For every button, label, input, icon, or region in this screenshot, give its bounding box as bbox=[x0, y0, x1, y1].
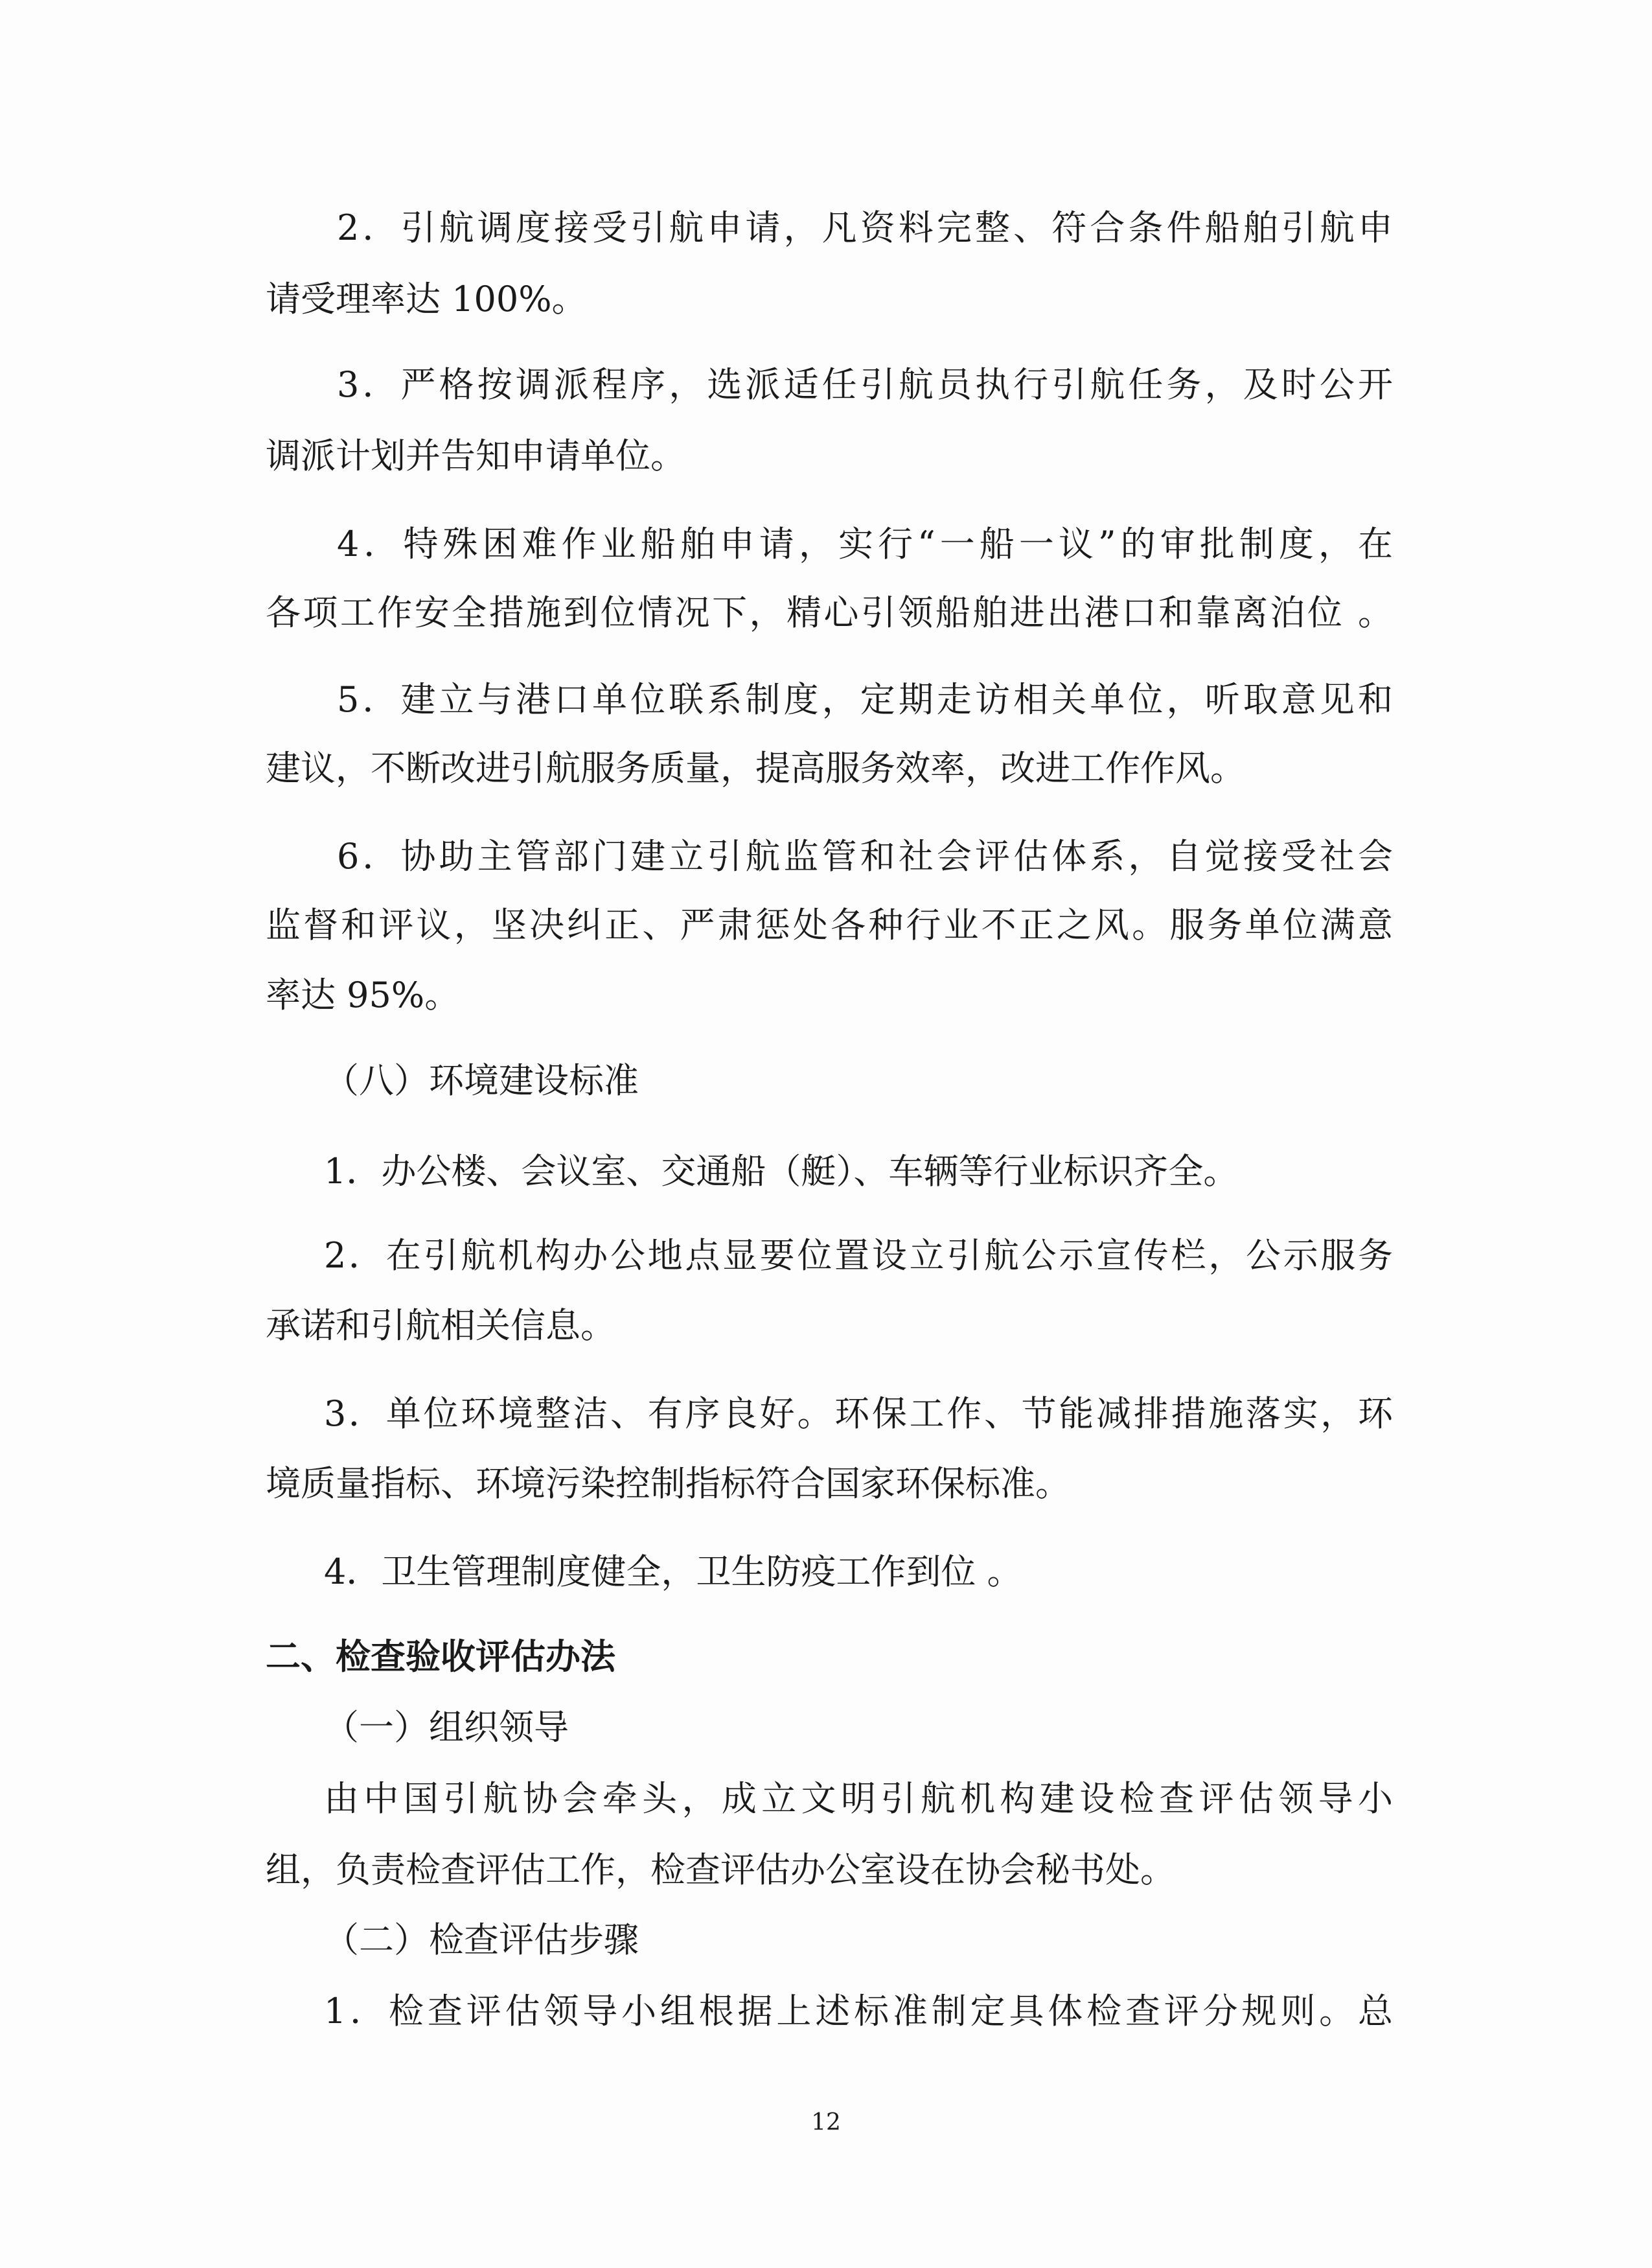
item-5-line-1: 5．建立与港口单位联系制度，定期走访相关单位，听取意见和 bbox=[337, 679, 1393, 720]
item-6-line-2: 监督和评议，坚决纠正、严肃惩处各种行业不正之风。服务单位满意 bbox=[266, 905, 1393, 945]
env-item-2-line-2: 承诺和引航相关信息。 bbox=[266, 1305, 615, 1346]
subsection-organization: （一）组织领导 bbox=[324, 1707, 569, 1748]
env-item-2-line-1: 2．在引航机构办公地点显要位置设立引航公示宣传栏，公示服务 bbox=[324, 1235, 1393, 1276]
item-4-line-1: 4．特殊困难作业船舶申请，实行“一船一议”的审批制度，在 bbox=[337, 524, 1393, 564]
item-2-line-1: 2．引航调度接受引航申请，凡资料完整、符合条件船舶引航申 bbox=[337, 207, 1393, 248]
item-2-line-2: 请受理率达 100%。 bbox=[266, 279, 587, 319]
item-3-line-1: 3．严格按调派程序，选派适任引航员执行引航任务，及时公开 bbox=[337, 364, 1393, 405]
env-item-1: 1．办公楼、会议室、交通船（艇）、车辆等行业标识齐全。 bbox=[324, 1151, 1239, 1192]
section-8-title: （八）环境建设标准 bbox=[324, 1060, 639, 1101]
step-1-line: 1．检查评估领导小组根据上述标准制定具体检查评分规则。总 bbox=[324, 1991, 1393, 2031]
organization-para-line-2: 组，负责检查评估工作，检查评估办公室设在协会秘书处。 bbox=[266, 1849, 1175, 1890]
organization-para-line-1: 由中国引航协会牵头，成立文明引航机构建设检查评估领导小 bbox=[324, 1778, 1393, 1819]
env-item-3-line-1: 3．单位环境整洁、有序良好。环保工作、节能减排措施落实，环 bbox=[324, 1393, 1393, 1434]
item-5-line-2: 建议，不断改进引航服务质量，提高服务效率，改进工作作风。 bbox=[266, 748, 1245, 789]
page-number: 12 bbox=[811, 2109, 841, 2136]
item-3-line-2: 调派计划并告知申请单位。 bbox=[266, 435, 685, 476]
env-item-3-line-2: 境质量指标、环境污染控制指标符合国家环保标准。 bbox=[266, 1463, 1070, 1504]
env-item-4: 4．卫生管理制度健全，卫生防疫工作到位 。 bbox=[324, 1551, 1022, 1592]
item-4-line-2: 各项工作安全措施到位情况下，精心引领船舶进出港口和靠离泊位 。 bbox=[266, 592, 1393, 633]
section-2-heading: 二、检查验收评估办法 bbox=[266, 1636, 615, 1677]
item-6-line-1: 6．协助主管部门建立引航监管和社会评估体系，自觉接受社会 bbox=[337, 836, 1393, 877]
item-6-line-3: 率达 95%。 bbox=[266, 975, 460, 1015]
subsection-steps: （二）检查评估步骤 bbox=[324, 1919, 639, 1960]
